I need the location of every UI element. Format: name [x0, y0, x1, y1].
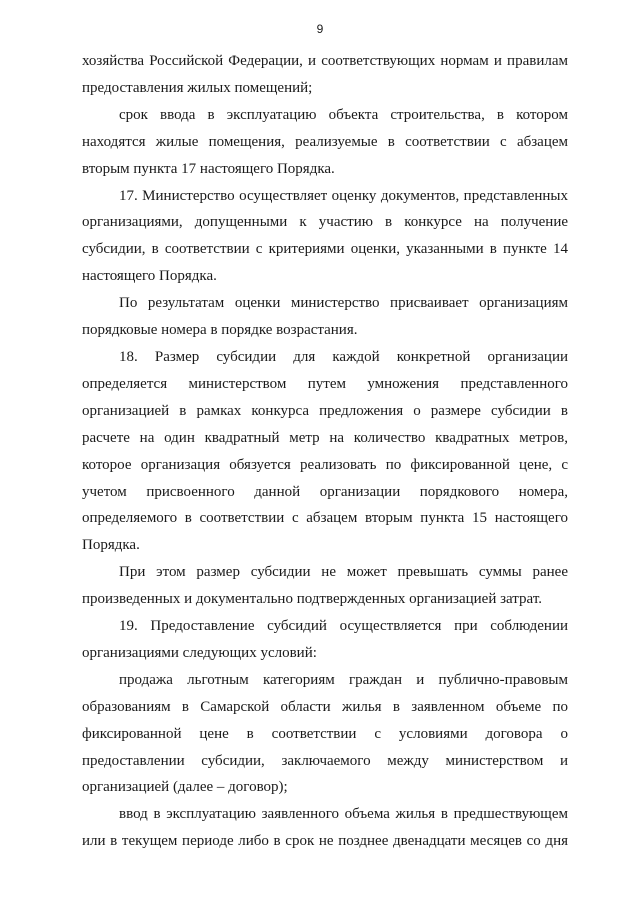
text-line: образованиям в Самарской области жилья в заявленном объеме по — [82, 698, 568, 715]
text-line: Порядка. — [82, 537, 140, 554]
text-line: расчете на один квадратный метр на количество квадратных метров, — [82, 429, 568, 446]
text-line: При этом размер субсидии не может превышать суммы ранее — [119, 564, 568, 581]
text-line: организацией (далее – договор); — [82, 779, 288, 796]
paragraph-p9 — [82, 801, 568, 855]
paragraph-p7 — [82, 613, 568, 667]
paragraph-p8 — [82, 667, 568, 802]
text-line: продажа льготным категориям граждан и публично-правовым — [119, 671, 568, 688]
text-line: вторым пункта 17 настоящего Порядка. — [82, 160, 335, 177]
text-line: организацией в рамках конкурса предложения о размере субсидии в — [82, 402, 568, 419]
document-body — [82, 48, 568, 855]
text-line: учетом присвоенного данной организации порядкового номера, — [82, 483, 568, 500]
text-line: организациями, допущенными к участию в конкурсе на получение — [82, 214, 568, 231]
paragraph-p5 — [82, 344, 568, 559]
paragraph-p3 — [82, 183, 568, 291]
text-line: хозяйства Российской Федерации, и соответствующих нормам и правилам — [82, 53, 568, 69]
page-number: 9 — [316, 22, 324, 36]
text-line: находятся жилые помещения, реализуемые в соответствии с абзацем — [82, 133, 568, 150]
text-line: По результатам оценки министерство присваивает организациям — [119, 295, 568, 312]
text-line: организациями следующих условий: — [82, 644, 317, 661]
text-line: 17. Министерство осуществляет оценку документов, представленных — [119, 187, 568, 204]
text-line: или в текущем периоде либо в срок не позднее двенадцати месяцев со дня — [82, 833, 568, 850]
text-line: произведенных и документально подтвержденных организацией затрат. — [82, 591, 542, 608]
text-line: определяемого в соответствии с абзацем вторым пункта 15 настоящего — [82, 510, 568, 527]
text-line: предоставления жилых помещений; — [82, 79, 313, 96]
paragraph-p6 — [82, 559, 568, 613]
text-line: 19. Предоставление субсидий осуществляется при соблюдении — [119, 618, 568, 635]
text-line: порядковые номера в порядке возрастания. — [82, 322, 358, 339]
text-line: настоящего Порядка. — [82, 268, 217, 285]
paragraph-p2 — [82, 102, 568, 183]
text-line: предоставлении субсидии, заключаемого между министерством и — [82, 752, 568, 769]
paragraph-p4 — [82, 290, 568, 344]
text-line: фиксированной цене в соответствии с условиями договора о — [82, 725, 568, 742]
text-line: 18. Размер субсидии для каждой конкретной организации — [119, 348, 568, 365]
paragraph-p1 — [82, 48, 568, 102]
text-line: определяется министерством путем умножения представленного — [82, 375, 568, 392]
text-line: срок ввода в эксплуатацию объекта строительства, в котором — [119, 106, 568, 123]
text-line: ввод в эксплуатацию заявленного объема жилья в предшествующем — [119, 806, 568, 823]
text-line: которое организация обязуется реализовать по фиксированной цене, с — [82, 456, 568, 473]
text-line: субсидии, в соответствии с критериями оценки, указанными в пункте 14 — [82, 241, 568, 258]
